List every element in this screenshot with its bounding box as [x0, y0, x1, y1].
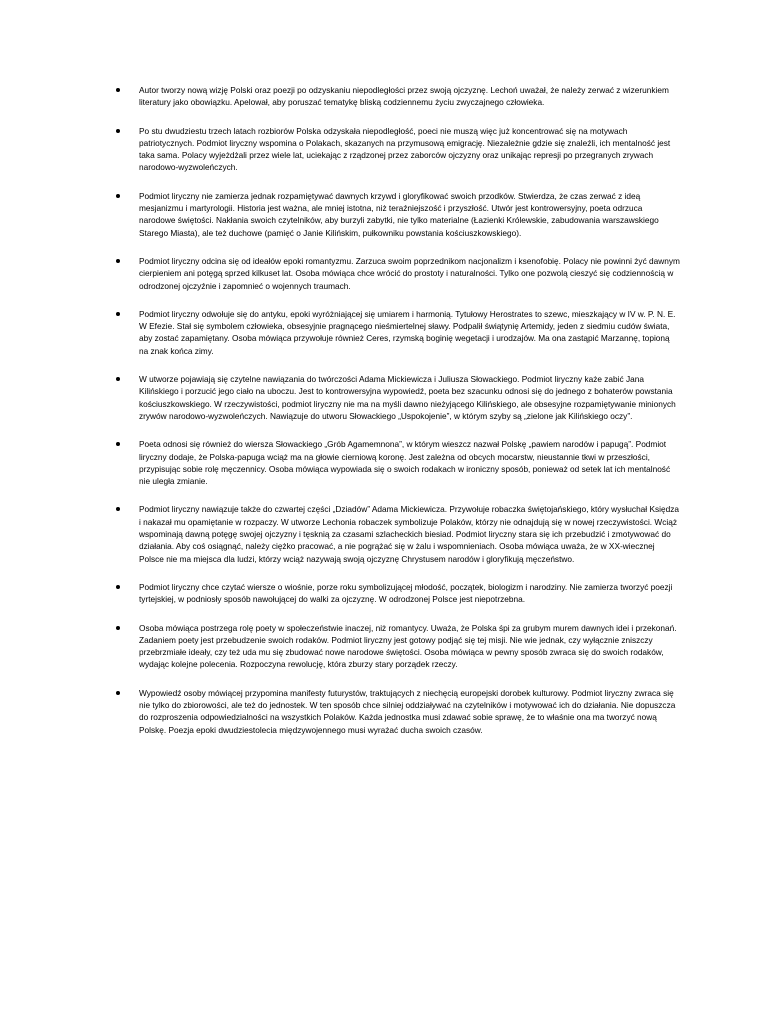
list-item — [0, 125, 680, 174]
list-item — [0, 438, 680, 487]
paragraph-text: Podmiot liryczny odwołuje się do antyku, epoki wyróżniającej się umiarem i harmonią. Tytułowy Herostrates to szewc, mieszkający w IV w. P. N. E. W Efezie. Stał się symbolem człowieka, obsesyjnie pragnącego nieśmiertelnej sławy. Podpalił świątynię Artemidy, jeden z siedmiu cudów świata, aby zostać zapamiętany. Osoba mówiąca przywołuje również Ceres, rzymską boginię wegetacji i urodzajów. Ma ona zastąpić Marzannę, topioną na znak końca zimy. — [139, 308, 676, 356]
list-item — [0, 308, 680, 357]
list-item — [0, 84, 680, 109]
bullet-icon — [116, 626, 120, 630]
bullet-icon — [116, 194, 120, 198]
list-item — [0, 581, 680, 606]
list-item — [0, 687, 680, 736]
paragraph-text: Podmiot liryczny chce czytać wiersze o wiośnie, porze roku symbolizującej młodość, początek, biologizm i narodziny. Nie zamierza tworzyć poezji tyrtejskiej, w podniosły sposób nawołującej do walki za ojczyznę. W odrodzonej Polsce jest niepotrzebna. — [139, 581, 673, 605]
list-item — [0, 373, 680, 422]
list-item — [0, 503, 680, 564]
paragraph-text: Wypowiedź osoby mówiącej przypomina manifesty futurystów, traktujących z niechęcią europejski dorobek kulturowy. Podmiot liryczny zwraca się nie tylko do zbiorowości, ale też do jednostek. W ten sposób chce silniej oddziaływać na czytelników i motywować ich do działania. Nie dopuszcza do rozproszenia odpowiedzialności na wszystkich Polaków. Każda jednostka musi zdawać sobie sprawę, że to właśnie ona ma tworzyć nową Polskę. Poezja epoki dwudziestolecia międzywojennego musi wyrażać ducha swoich czasów. — [139, 687, 676, 735]
list-item — [0, 190, 680, 239]
paragraph-text: Osoba mówiąca postrzega rolę poety w społeczeństwie inaczej, niż romantycy. Uważa, że Polska śpi za grubym murem dawnych idei i przekonań. Zadaniem poety jest przebudzenie swoich rodaków. Podmiot liryczny jest gotowy podjąć się tej misji. Nie wie jednak, czy wyłącznie zniszczy przebrzmiałe ideały, czy też uda mu się zbudować nowe narodowe świętości. Osoba mówiąca w pewny sposób zwraca się do swoich rodaków, wydając kolejne polecenia. Rozpoczyna rewolucję, która zburzy stary porządek rzeczy. — [139, 622, 677, 670]
paragraph-text: Podmiot liryczny odcina się od ideałów epoki romantyzmu. Zarzuca swoim poprzednikom nacjonalizm i ksenofobię. Polacy nie powinni żyć dawnym cierpieniem ani potęgą sprzed kilkuset lat. Osoba mówiąca chce wrócić do prostoty i naturalności. Tylko one pozwolą cieszyć się codziennością w odrodzonej ojczyźnie i zapomnieć o wojennych traumach. — [139, 255, 680, 291]
paragraph-text: Po stu dwudziestu trzech latach rozbiorów Polska odzyskała niepodległość, poeci nie muszą więc już koncentrować się na motywach patriotycznych. Podmiot liryczny wspomina o Polakach, skazanych na przymusową emigrację. Niezależnie gdzie się znaleźli, ich mentalność jest taka sama. Polacy wyjeżdżali przez wiele lat, uciekając z rządzonej przez zaborców ojczyzny oraz unikając represji po przegranych zrywach narodowo-wyzwoleńczych. — [139, 125, 671, 173]
list-item — [0, 622, 680, 671]
bullet-icon — [116, 88, 120, 92]
bullet-icon — [116, 585, 120, 589]
bullet-icon — [116, 129, 120, 133]
bullet-icon — [116, 507, 120, 511]
list-item — [0, 255, 680, 292]
paragraph-text: Podmiot liryczny nawiązuje także do czwartej części „Dziadów” Adama Mickiewicza. Przywołuje robaczka świętojańskiego, który wysłuchał Księdza i nakazał mu opamiętanie w rozpaczy. W utworze Lechonia robaczek symbolizuje Polaków, którzy nie odnajdują się w nowej rzeczywistości. Wciąż wspominają dawną potęgę swojej ojczyzny i tęsknią za czasami szlacheckich biesiad. Podmiot liryczny stara się ich przebudzić i zmotywować do działania. Aby coś osiągnąć, należy ciężko pracować, a nie pogrążać się w żalu i wspomnieniach. Osoba mówiąca uważa, że w XX-wiecznej Polsce nie ma miejsca dla ludzi, którzy wciąż nazywają swoją ojczyznę Chrystusem narodów i gloryfikują męczeństwo. — [139, 504, 679, 564]
bullet-icon — [116, 312, 120, 316]
bullet-list — [0, 84, 680, 736]
paragraph-text: Poeta odnosi się również do wiersza Słowackiego „Grób Agamemnona”, w którym wieszcz nazwał Polskę „pawiem narodów i papugą”. Podmiot liryczny dodaje, że Polska-papuga wciąż ma na głowie cierniową koronę. Jest zależna od obcych mocarstw, nieustannie tkwi w przeszłości, przypisując sobie rolę męczennicy. Osoba mówiąca wypowiada się o swoich rodakach w ironiczny sposób, ponieważ od setek lat ich mentalność nie uległa zmianie. — [139, 439, 671, 487]
paragraph-text: Podmiot liryczny nie zamierza jednak rozpamiętywać dawnych krzywd i gloryfikować swoich przodków. Stwierdza, że czas zerwać z ideą mesjanizmu i martyrologii. Historia jest ważna, ale mniej istotna, niż teraźniejszość i przyszłość. Utwór jest kontrowersyjny, poeta odrzuca narodowe świętości. Nakłania swoich czytelników, aby burzyli zabytki, nie tylko materialne (Łazienki Królewskie, zabudowania warszawskiego Starego Miasta), ale też duchowe (pamięć o Janie Kilińskim, pułkowniku powstania kościuszkowskiego). — [139, 190, 659, 238]
paragraph-text: Autor tworzy nową wizję Polski oraz poezji po odzyskaniu niepodległości przez swoją ojczyznę. Lechoń uważał, że należy zerwać z wizerunkiem literatury jako obowiązku. Apelował, aby poruszać tematykę bliską codziennemu życiu zwyczajnego człowieka. — [139, 85, 669, 108]
bullet-icon — [116, 259, 120, 263]
bullet-icon — [116, 691, 120, 695]
paragraph-text: W utworze pojawiają się czytelne nawiązania do twórczości Adama Mickiewicza i Juliusza Słowackiego. Podmiot liryczny każe zabić Jana Kilińskiego i porzucić jego ciało na uboczu. Jest to kontrowersyjna wypowiedź, poeta bez szacunku odnosi się do jednego z bohaterów powstania kościuszkowskiego. W rzeczywistości, podmiot liryczny nie ma na myśli dawno nieżyjącego Kilińskiego, ale obsesyjne rozpamiętywanie minionych zrywów narodowo-wyzwoleńczych. Nawiązuje do utworu Słowackiego „Uspokojenie”, w którym szyby są „zielone jak Kilińskiego oczy”. — [139, 374, 676, 421]
bullet-icon — [116, 442, 120, 446]
bullet-icon — [116, 377, 120, 381]
